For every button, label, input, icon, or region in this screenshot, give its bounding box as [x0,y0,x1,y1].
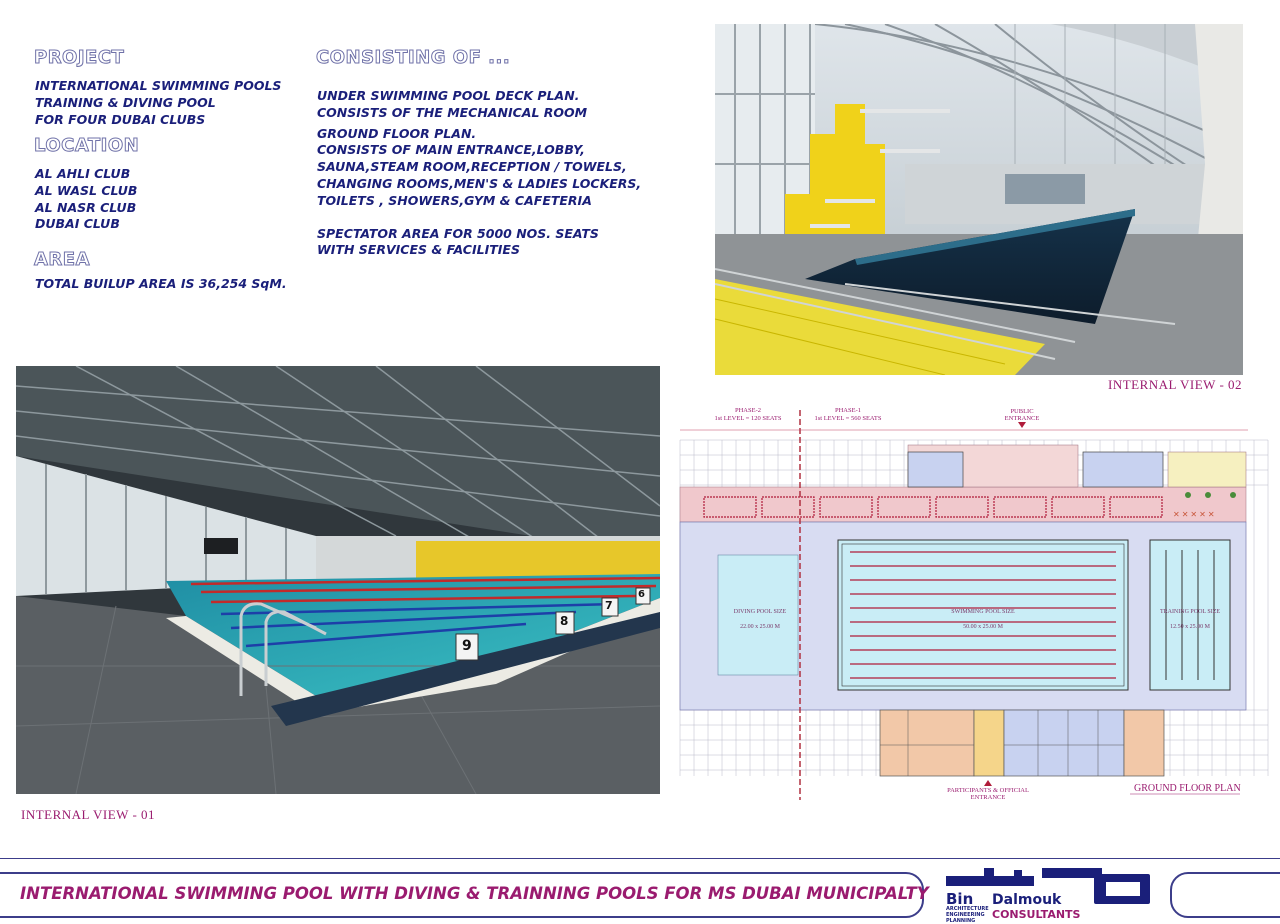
swimming-pool-size: 50.00 x 25.00 M [963,624,1003,630]
logo-discipline: PLANNING [946,918,976,924]
lane-number-9: 9 [462,638,472,654]
internal-view-01-photo [16,366,660,794]
consisting-line: CONSISTS OF MAIN ENTRANCE,LOBBY, [317,142,585,158]
area-line: TOTAL BUILUP AREA IS 36,254 SqM. [35,276,287,291]
project-heading: PROJECT [34,47,125,68]
logo-bin: Bin [946,890,974,908]
phase-1-label: PHASE-1 [834,407,862,414]
consisting-heading: CONSISTING OF ... [316,47,511,68]
consisting-line: GROUND FLOOR PLAN. [317,125,477,141]
footer-right-box [1170,872,1280,918]
consisting-line: SAUNA,STEAM ROOM,RECEPTION / TOWELS, [317,159,627,175]
svg-text:✕ ✕ ✕ ✕ ✕: ✕ ✕ ✕ ✕ ✕ [1173,510,1215,519]
logo-discipline: ARCHITECTURE [946,906,989,912]
title-banner-text: INTERNATIONAL SWIMMING POOL WITH DIVING & TRAINNING POOLS FOR MS DUBAI MUNICIPALTY [20,884,929,903]
consisting-line: WITH SERVICES & FACILITIES [317,242,520,258]
consisting-list [317,88,641,259]
location-item: AL NASR CLUB [35,199,137,215]
internal-view-02-photo [715,24,1243,375]
bin-dalmouk-logo [944,864,1154,922]
phase-1-seats-label: 1st LEVEL = 560 SEATS [814,415,882,422]
logo-discipline: ENGINEERING [946,912,985,918]
project-line: TRAINING & DIVING POOL [35,94,216,110]
consisting-line: CONSISTS OF THE MECHANICAL ROOM [317,104,588,120]
lane-number-6: 6 [638,589,645,600]
training-pool-size: 12.50 x 25.00 M [1170,624,1210,630]
public-entrance-label: PUBLIC [1010,408,1034,415]
internal-view-01-caption: INTERNAL VIEW - 01 [21,807,156,822]
consisting-line: UNDER SWIMMING POOL DECK PLAN. [317,88,580,103]
lane-number-7: 7 [605,599,613,612]
area-text [35,276,287,293]
area-heading: AREA [34,249,91,270]
internal-view-02-caption: INTERNAL VIEW - 02 [1108,377,1243,392]
diving-pool-label: DIVING POOL SIZE [733,609,787,615]
ground-floor-plan-title: GROUND FLOOR PLAN [1134,783,1241,794]
swimming-pool-label: SWIMMING POOL SIZE [951,609,1015,615]
lane-number-8: 8 [560,614,569,628]
location-item: AL AHLI CLUB [35,166,131,181]
logo-consultants: CONSULTANTS [992,908,1081,921]
consisting-line: CHANGING ROOMS,MEN'S & LADIES LOCKERS, [317,175,642,191]
consisting-line: TOILETS , SHOWERS,GYM & CAFETERIA [317,192,592,208]
public-entrance-label-2: ENTRANCE [1004,415,1040,422]
phase-2-seats-label: 1st LEVEL = 120 SEATS [714,415,782,422]
location-list [35,166,137,233]
location-item: AL WASL CLUB [35,182,138,198]
participants-entrance-label: PARTICIPANTS & OFFICIAL [947,787,1029,794]
project-line: INTERNATIONAL SWIMMING POOLS [35,78,282,93]
location-item: DUBAI CLUB [35,216,120,232]
phase-2-label: PHASE-2 [734,407,762,414]
project-description [35,78,281,128]
diving-pool-size: 22.00 x 25.00 M [740,624,780,630]
consisting-line: SPECTATOR AREA FOR 5000 NOS. SEATS [317,225,599,241]
training-pool-label: TRAINING POOL SIZE [1159,609,1221,615]
logo-dalmouk: Dalmouk [992,892,1062,908]
location-heading: LOCATION [34,135,140,156]
footer-rule [0,858,1280,859]
ground-floor-plan [668,400,1280,800]
participants-entrance-label-2: ENTRANCE [970,794,1006,800]
project-line: FOR FOUR DUBAI CLUBS [35,111,206,127]
